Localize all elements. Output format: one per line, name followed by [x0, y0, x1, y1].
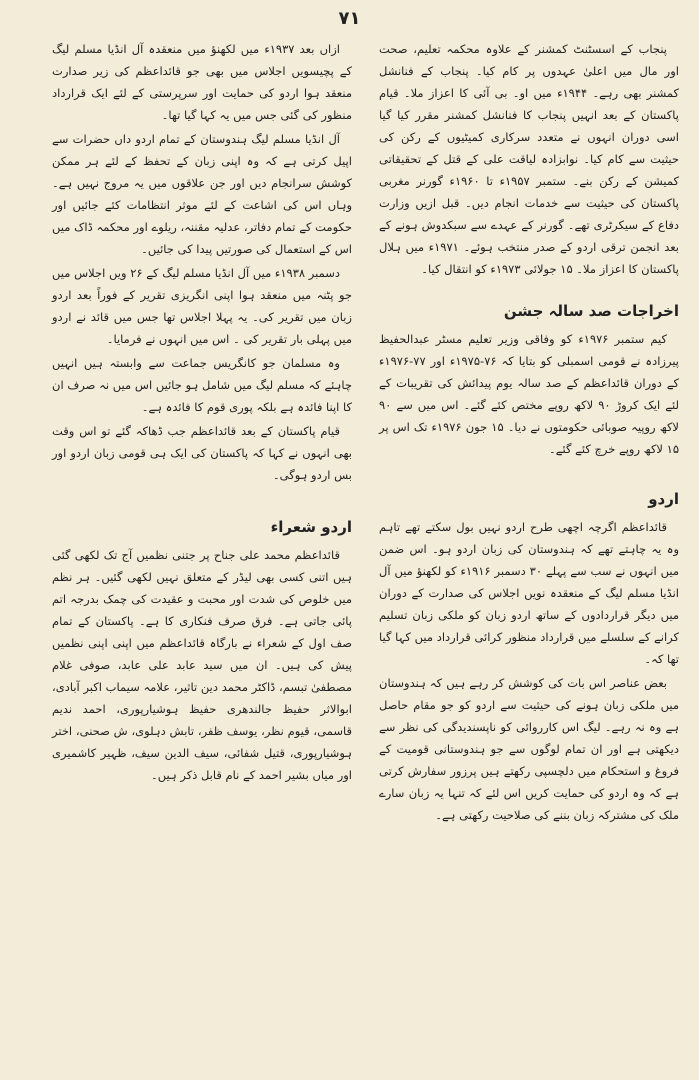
paragraph-congress-muslims: وہ مسلمان جو کانگریس جماعت سے وابستہ ہیں انہیں چاہئے کہ مسلم لیگ میں شامل ہو جائیں اس میں نہ صرف ان کا اپنا فائدہ ہے بلکہ پوری قوم کا فائدہ ہے۔ — [52, 356, 352, 414]
page-number: ۷۱ — [338, 8, 361, 29]
biography-paragraph: پنجاب کے اسسٹنٹ کمشنر کے علاوہ محکمہ تعلیم، صحت اور مال میں اعلیٰ عہدوں پر کام کیا۔ پنجاب کے فنانشل کمشنر بھی رہے۔ ۱۹۴۴ء میں او۔ بی آئی کا اعزاز ملا۔ قیام پاکستان کے بعد انہیں پنجاب کا فنانشل کمشنر مقرر کیا گیا اسی دوران انہوں نے متعدد سرکاری کمیٹیوں کے رکن کی حیثیت سے کام کیا۔ نوابزادہ لیاقت علی کے قتل کے تحقیقاتی کمیشن کے رکن بنے۔ ستمبر ۱۹۵۷ء تا ۱۹۶۰ء گورنر مغربی پاکستان کی حیثیت سے خدمات انجام دیں۔ قبل ازیں وزارت دفاع کے سیکرٹری تھے۔ گورنر کے عہدے سے سبکدوش ہونے کے بعد انجمن ترقی اردو کے صدر منتخب ہوئے۔ ۱۹۷۱ء میں ہلال پاکستان کا اعزاز ملا۔ ۱۵ جولائی ۱۹۷۳ء کو انتقال کیا۔ — [379, 42, 679, 276]
left-column — [52, 38, 352, 788]
urdu-poets-paragraph: قائداعظم محمد علی جناح پر جتنی نظمیں آج تک لکھی گئی ہیں اتنی کسی بھی لیڈر کے متعلق نہیں لکھی گئیں۔ ہر نظم میں خلوص کی شدت اور محبت و عقیدت کی چمک بدرجہ اتم پائی جاتی ہے۔ فرق صرف فنکاری کا ہے۔ پاکستان کے تمام صف اول کے شعراء نے بارگاہ قائداعظم میں اپنی اپنی نظمیں پیش کی ہیں۔ ان میں سید عابد علی عابد، صوفی غلام مصطفیٰ تبسم، ڈاکٹر محمد دین تاثیر، علامہ سیماب اکبر آبادی، ابوالاثر حفیظ جالندھری حفیظ ہوشیارپوری، احمد ندیم قاسمی، قیوم نظر، یوسف ظفر، تابش دہلوی، ش صحنی، اختر ہوشیارپوری، قتیل شفائی، سیف الدین سیف، ظہیر کاشمیری اور میاں بشیر احمد کے نام قابل ذکر ہیں۔ — [52, 548, 352, 782]
paragraph-league-appeal: آل انڈیا مسلم لیگ ہندوستان کے تمام اردو داں حضرات سے اپیل کرتی ہے کہ وہ اپنی زبان کے تحفظ کے لئے ہر ممکن کوشش سرانجام دیں اور جن علاقوں میں یہ مروج نہیں ہے۔ وہاں اس کی اشاعت کے لئے موثر انتظامات کئے جائیں اور حکومت کے تمام دفاتر، عدلیہ مقننہ، ریلوے اور محکمہ ڈاک میں اس کے استعمال کی صورتیں پیدا کی جائیں۔ — [52, 132, 352, 256]
paragraph-1937-session: ازاں بعد ۱۹۳۷ء میں لکھنؤ میں منعقدہ آل انڈیا مسلم لیگ کے پچیسویں اجلاس میں بھی جو قائداعظم کی زیر صدارت منعقد ہوا اردو کی حمایت اور سرپرستی کے لئے ایک قرارداد منظور کی گئی جس میں یہ کہا گیا تھا۔ — [52, 42, 352, 122]
section-heading-urdu: اردو — [648, 490, 679, 508]
paragraph-dhaka-statement: قیام پاکستان کے بعد قائداعظم جب ڈھاکہ گئے تو اس وقت بھی انہوں نے کہا کہ پاکستان کی ایک ہی قومی زبان اردو اور بس اردو ہوگی۔ — [52, 424, 352, 482]
right-column — [379, 38, 679, 828]
paragraph-patna-session: دسمبر ۱۹۳۸ء میں آل انڈیا مسلم لیگ کے ۲۶ ویں اجلاس میں جو پٹنہ میں منعقد ہوا اپنی انگریزی تقریر کے فوراً بعد اردو زبان میں تقریر کی۔ یہ پہلا اجلاس تھا جس میں قائد نے اردو میں پہلی بار تقریر کی ۔ اس میں انہوں نے فرمایا۔ — [52, 266, 352, 346]
section-heading-urdu-poets: اردو شعراء — [270, 518, 352, 536]
centenary-expenses-paragraph: کیم ستمبر ۱۹۷۶ء کو وفاقی وزیر تعلیم مسٹر عبدالحفیظ پیرزادہ نے قومی اسمبلی کو بتایا کہ ۷۶-۱۹۷۵ء اور ۷۷-۱۹۷۶ء کے دوران قائداعظم کے صد سالہ یوم پیدائش کی تقریبات کے لئے ایک کروڑ ۹۰ لاکھ روپے مختص کئے گئے۔ اس میں سے ۹۰ لاکھ روپیہ صوبائی حکومتوں نے دیا۔ ۱۵ جون ۱۹۷۶ء تک اس پر ۱۵ لاکھ روپے خرچ کئے گئے۔ — [379, 332, 679, 456]
section-heading-centenary-expenses: اخراجات صد سالہ جشن — [503, 302, 679, 320]
urdu-resolution-quote: بعض عناصر اس بات کی کوشش کر رہے ہیں کہ ہندوستان میں ملکی زبان ہونے کی حیثیت سے اردو کو جو مقام حاصل ہے وہ نہ رہے۔ لیگ اس کارروائی کو ناپسندیدگی کی نظر سے دیکھتی ہے اور ان تمام لوگوں سے جو ہندوستانی قومیت کے فروغ و استحکام میں دلچسپی رکھتے ہیں پرزور سفارش کرتی ہے کہ وہ اردو کی حمایت کریں اس لئے کہ تنہا یہ زبان سارے ملک کی مشترکہ زبان بننے کی صلاحیت رکھتی ہے۔ — [379, 676, 679, 822]
urdu-paragraph: قائداعظم اگرچہ اچھی طرح اردو نہیں بول سکتے تھے تاہم وہ یہ چاہتے تھے کہ ہندوستان کی زبان اردو ہو۔ اس ضمن میں انہوں نے سب سے پہلے ۳۰ دسمبر ۱۹۱۶ء کو لکھنؤ میں آل انڈیا مسلم لیگ کے منعقدہ نویں اجلاس کی صدارت کے دوران میں دیگر قراردادوں کے ساتھ اردو زبان کو ملکی زبان تسلیم کرانے کے سلسلے میں قرارداد منظور کرائی قرارداد میں کہا گیا تھا کہ۔ — [379, 520, 679, 666]
